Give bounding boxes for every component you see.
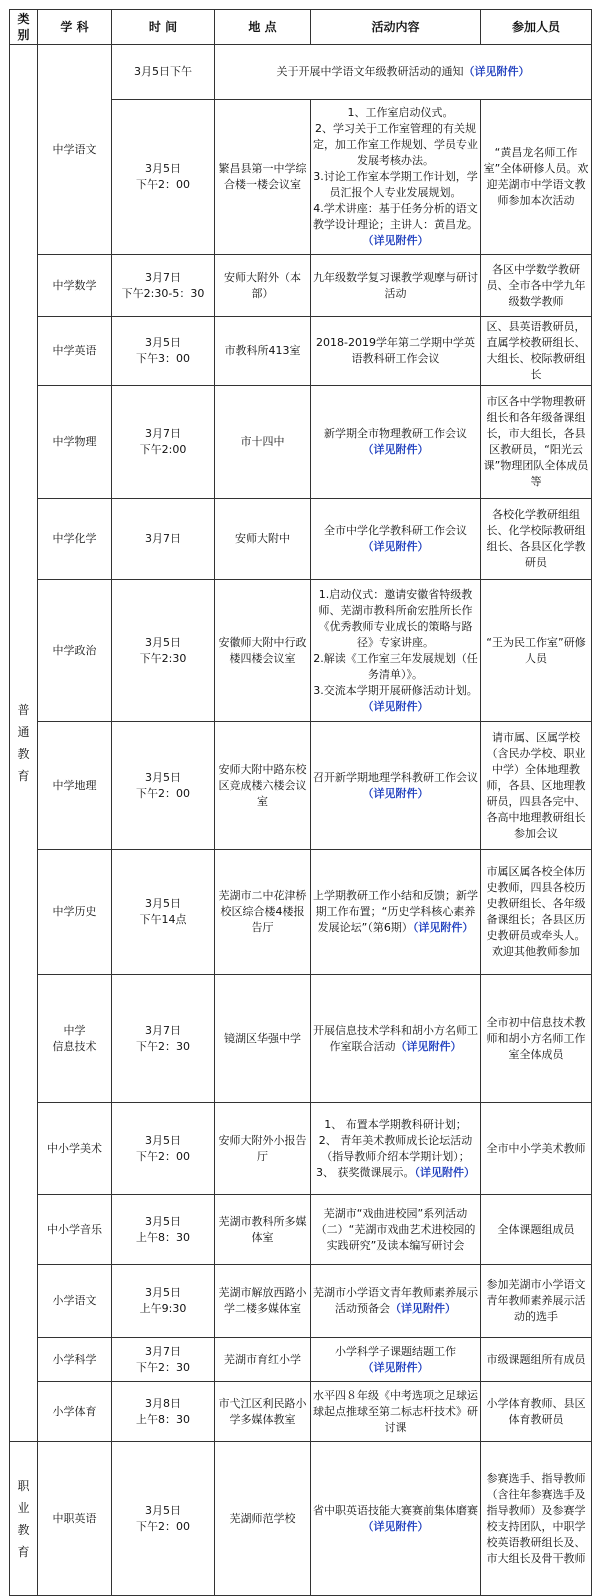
details-link[interactable]: （详见附件） [362,1360,429,1374]
participants-cell: 小学体育教师、县区体育教研员 [481,1382,592,1442]
subject-cell: 中学数学 [38,255,112,317]
subject-cell: 小学语文 [38,1265,112,1338]
time-cell: 3月5日 上午8：30 [112,1195,215,1265]
details-link[interactable]: （详见附件） [362,1519,429,1533]
participants-cell: “黄昌龙名师工作室”全体研修人员。欢迎芜湖市中学语文教师参加本次活动 [481,100,592,255]
details-link[interactable]: （详见附件） [414,1165,475,1179]
time-cell: 3月5日 下午2：00 [112,1103,215,1195]
table-row [10,255,592,317]
time-cell: 3月5日 下午14点 [112,850,215,975]
place-cell: 芜湖市育红小学 [215,1338,311,1382]
place-cell: 芜湖市解放西路小学二楼多媒体室 [215,1265,311,1338]
category-general: 普 通 教 育 [10,45,38,1442]
subject-cell: 中学 信息技术 [38,975,112,1103]
subject-cell: 中学语文 [38,45,112,255]
table-row [10,1382,592,1442]
content-cell: 关于开展中学语文年级教研活动的通知（详见附件） [215,45,592,100]
content-cell: 2018-2019学年第二学期中学英语教科研工作会议 [311,317,481,386]
subject-cell: 小学科学 [38,1338,112,1382]
table-row [10,1338,592,1382]
participants-cell: 全市中小学美术教师 [481,1103,592,1195]
table-row [10,722,592,850]
details-link[interactable]: （详见附件） [362,699,429,713]
place-cell: 芜湖市教科所多媒体室 [215,1195,311,1265]
content-cell: 召开新学期地理学科教研工作会议 （详见附件） [311,722,481,850]
time-cell: 3月5日 下午3：00 [112,317,215,386]
participants-cell: 市属区属各校全体历史教师，四县各校历史教研组长、各年级备课组长；各县区历史教研员或牵头人。欢迎其他教师参加 [481,850,592,975]
content-cell: 开展信息技术学科和胡小方名师工作室联合活动（详见附件） [311,975,481,1103]
table-row [10,45,592,100]
details-link[interactable]: （详见附件） [362,540,429,553]
details-link[interactable]: （详见附件） [412,921,474,934]
subject-cell: 中学化学 [38,499,112,580]
content-cell: 新学期全市物理教研工作会议 （详见附件） [311,386,481,499]
table-row [10,1265,592,1338]
table-row [10,386,592,499]
content-cell: 芜湖市小学语文青年教师素养展示活动预备会（详见附件） [311,1265,481,1338]
table-row [10,580,592,722]
header-participants: 参加人员 [481,10,592,45]
time-cell: 3月5日 下午2：00 [112,100,215,255]
participants-cell: 各校化学教研组组长、化学校际教研组组长、各县区化学教研员 [481,499,592,580]
participants-cell: 参加芜湖市小学语文青年教师素养展示活动的选手 [481,1265,592,1338]
participants-cell: 区、县英语教研员，直属学校教研组长、大组长、校际教研组长 [481,317,592,386]
time-cell: 3月7日 下午2:30-5：30 [112,255,215,317]
place-cell: 镜湖区华强中学 [215,975,311,1103]
participants-cell: 各区中学数学教研员、全市各中学九年级数学教师 [481,255,592,317]
content-cell: 小学科学子课题结题工作 （详见附件） [311,1338,481,1382]
time-cell: 3月5日 上午9:30 [112,1265,215,1338]
table-row [10,499,592,580]
header-row [10,10,592,45]
participants-cell: 市区各中学物理教研组长和各年级备课组长，市大组长，各县区教研员，“阳光云课”物理团队全体成员等 [481,386,592,499]
details-link[interactable]: （详见附件） [395,1039,462,1053]
time-cell: 3月5日 下午2：00 [112,1442,215,1596]
subject-cell: 中学英语 [38,317,112,386]
participants-cell: 全体课题组成员 [481,1195,592,1265]
time-cell: 3月7日 [112,499,215,580]
time-cell: 3月7日 下午2：30 [112,975,215,1103]
subject-cell: 中学地理 [38,722,112,850]
header-content: 活动内容 [311,10,481,45]
table-row [10,1103,592,1195]
content-cell: 全市中学化学教科研工作会议 （详见附件） [311,499,481,580]
place-cell: 市十四中 [215,386,311,499]
subject-cell: 中小学美术 [38,1103,112,1195]
place-cell: 市弋江区利民路小学多媒体教室 [215,1382,311,1442]
content-cell: 1、工作室启动仪式。 2、学习关于工作室管理的有关规定，加工作室工作规划、学员专业发展考核办法。 3.讨论工作室本学期工作计划，学员汇报个人专业发展规划。 4.学术讲座：基于任务分析的语文教学设计理论；主讲人：黄昌龙。（详见附件） [311,100,481,255]
header-time: 时 间 [112,10,215,45]
header-place: 地 点 [215,10,311,45]
place-cell: 安徽师大附中行政楼四楼会议室 [215,580,311,722]
participants-cell: 参赛选手、指导教师（含往年参赛选手及指导教师）及参赛学校支持团队，中职学校英语教研组长及、市大组长及骨干教师 [481,1442,592,1596]
subject-cell: 中职英语 [38,1442,112,1596]
content-cell: 1、 布置本学期教科研计划； 2、 青年美术教师成长论坛活动（指导教师介绍本学期计划）； 3、 获奖微课展示。（详见附件） [311,1103,481,1195]
place-cell: 繁昌县第一中学综合楼一楼会议室 [215,100,311,255]
activity-schedule-table [9,9,592,1596]
time-cell: 3月7日 下午2:00 [112,386,215,499]
place-cell: 市教科所413室 [215,317,311,386]
details-link[interactable]: （详见附件） [362,786,429,800]
content-cell: 水平四８年级《中考选项之足球运球起点推球至第二标志杆技术》研讨课 [311,1382,481,1442]
header-subject: 学 科 [38,10,112,45]
participants-cell: 全市初中信息技术教师和胡小方名师工作室全体成员 [481,975,592,1103]
details-link[interactable]: （详见附件） [390,1302,456,1315]
details-link[interactable]: （详见附件） [463,65,530,78]
place-cell: 芜湖市二中花津桥校区综合楼4楼报告厅 [215,850,311,975]
table-row [10,317,592,386]
place-cell: 芜湖师范学校 [215,1442,311,1596]
header-category: 类别 [10,10,38,45]
content-cell: 省中职英语技能大赛赛前集体磨赛（详见附件） [311,1442,481,1596]
table-row [10,1442,592,1596]
details-link[interactable]: （详见附件） [362,234,429,247]
time-cell: 3月5日 下午2:30 [112,580,215,722]
content-cell: 上学期教研工作小结和反馈；新学期工作布置；“历史学科核心素养发展论坛”（第6期）（详见附件） [311,850,481,975]
subject-cell: 中学历史 [38,850,112,975]
time-cell: 3月5日 下午2：00 [112,722,215,850]
table-row [10,1195,592,1265]
participants-cell: 请市属、区属学校（含民办学校、职业中学）全体地理教师，各县、区地理教研员，四县各完中、各高中地理教研组长参加会议 [481,722,592,850]
details-link[interactable]: （详见附件） [362,443,429,456]
place-cell: 安师大附外小报告厅 [215,1103,311,1195]
table-row [10,850,592,975]
time-cell: 3月8日 上午8：30 [112,1382,215,1442]
place-cell: 安师大附外（本部） [215,255,311,317]
content-cell: 1.启动仪式：邀请安徽省特级教师、芜湖市教科所俞宏胜所长作《优秀教师专业成长的策略与路径》专家讲座。 2.解读《工作室三年发展规划（任务清单）》。 3.交流本学期开展研修活动计划。（详见附件） [311,580,481,722]
subject-cell: 中学物理 [38,386,112,499]
place-cell: 安师大附中 [215,499,311,580]
content-cell: 芜湖市“戏曲进校园”系列活动（二）“芜湖市戏曲艺术进校园的实践研究”及读本编写研讨会 [311,1195,481,1265]
place-cell: 安师大附中路东校区竞成楼六楼会议室 [215,722,311,850]
subject-cell: 中学政治 [38,580,112,722]
time-cell: 3月7日 下午2：30 [112,1338,215,1382]
content-cell: 九年级数学复习课教学观摩与研讨活动 [311,255,481,317]
subject-cell: 小学体育 [38,1382,112,1442]
participants-cell: “王为民工作室”研修人员 [481,580,592,722]
participants-cell: 市级课题组所有成员 [481,1338,592,1382]
time-cell: 3月5日下午 [112,45,215,100]
table-row [10,975,592,1103]
subject-cell: 中小学音乐 [38,1195,112,1265]
category-vocational: 职 业 教 育 [10,1442,38,1596]
